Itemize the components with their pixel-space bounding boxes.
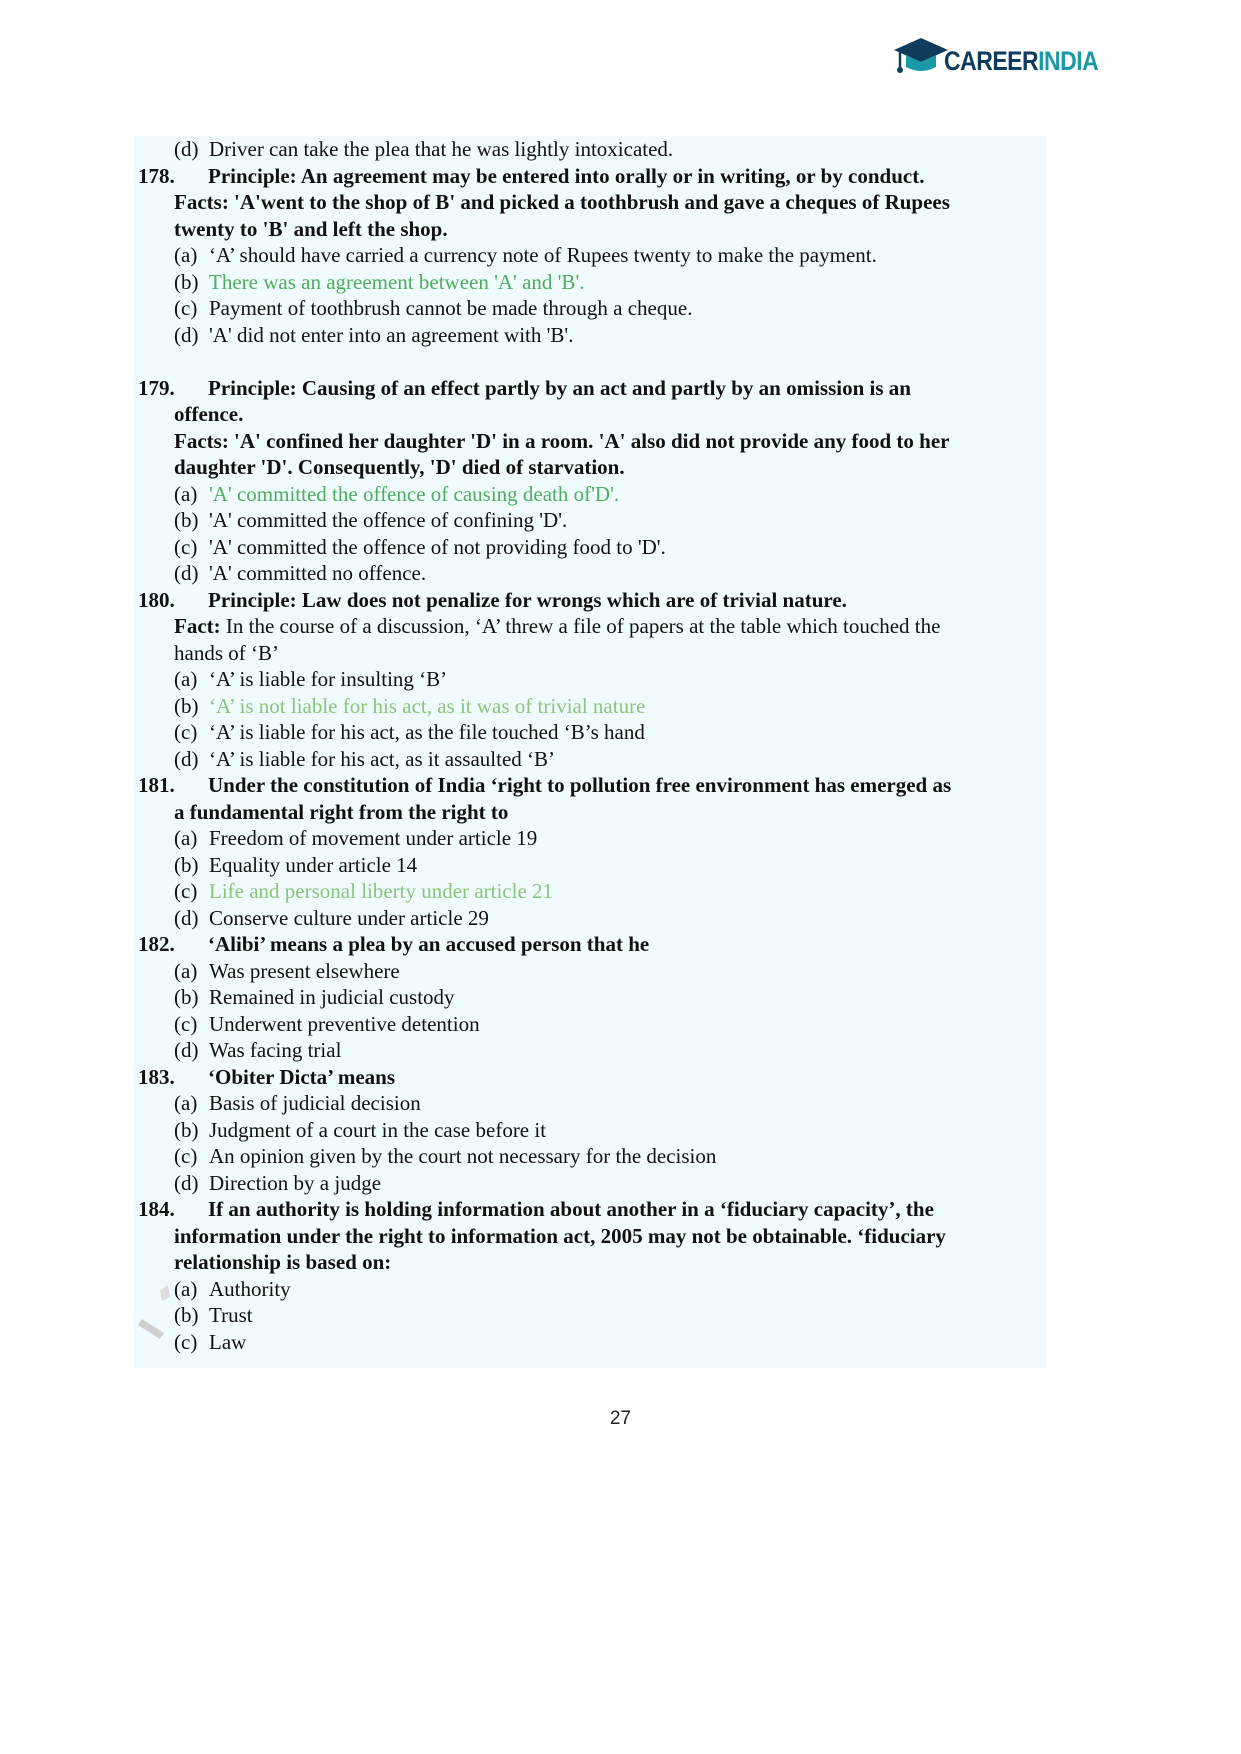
correct-answer-text: Life and personal liberty under article 21 [209,879,554,903]
option-text: Basis of judicial decision [209,1091,421,1115]
option-letter: (a) [174,667,198,691]
option-letter: (a) [174,1276,198,1301]
question-178-option-a [138,242,1042,269]
option-letter: (d) [174,561,199,585]
option-text: ‘A’ is liable for his act, as it assaulted ‘B’ [209,746,556,771]
option-letter: (a) [174,481,198,506]
question-178-facts-cont: twenty to 'B' and left the shop. [174,216,448,241]
option-letter: (b) [174,852,199,877]
option-text: 'A' did not enter into an agreement with 'B'. [209,322,574,347]
question-text: Under the constitution of India ‘right to pollution free environment has emerged as [208,773,952,797]
correct-answer-text: There was an agreement between 'A' and 'B'. [209,269,585,294]
question-principle: Principle: Law does not penalize for wrongs which are of trivial nature. [208,587,847,612]
option-letter: (b) [174,508,199,532]
question-178-option-c [138,295,1042,322]
question-180-option-c [138,719,1042,746]
question-183-option-c [138,1143,1042,1170]
option-letter: (b) [174,985,199,1009]
option-letter: (c) [174,296,198,320]
option-letter: (b) [174,1117,199,1142]
question-number: 178. [138,163,175,188]
question-180-option-b [138,693,1042,720]
graduation-cap-icon [892,34,950,82]
question-178-heading [138,163,1042,190]
question-181-option-b [138,852,1042,879]
question-principle: Principle: Causing of an effect partly by an act and partly by an omission is an [208,375,911,400]
option-text: Was present elsewhere [209,958,400,983]
question-179-heading [138,375,1042,402]
option-letter: (d) [174,137,199,161]
question-179-facts-cont: daughter 'D'. Consequently, 'D' died of starvation. [174,455,625,479]
fact-label: Fact: [174,614,221,638]
question-number: 183. [138,1064,175,1089]
option-text: Equality under article 14 [209,852,418,877]
question-text: ‘Obiter Dicta’ means [208,1064,396,1089]
option-letter: (b) [174,269,199,294]
question-181-option-d [138,905,1042,932]
question-181-option-a [138,825,1042,852]
option-text: Judgment of a court in the case before it [209,1117,547,1142]
question-182-heading [138,931,1042,958]
question-184-text-cont: information under the right to information act, 2005 may not be obtainable. ‘fiduciary [174,1223,946,1248]
question-number: 184. [138,1197,175,1221]
option-text: Was facing trial [209,1038,342,1062]
option-letter: (a) [174,826,198,850]
question-178-option-d [138,322,1042,349]
question-180-heading [138,587,1042,614]
question-184-option-c [138,1329,1042,1356]
page-number: 27 [609,1408,632,1429]
logo-text-india: INDIA [1038,45,1099,76]
question-180-option-d [138,746,1042,773]
option-letter: (d) [174,746,199,771]
question-180-fact [138,613,1042,640]
option-letter: (c) [174,1144,198,1168]
question-180-fact-cont: hands of ‘B’ [174,640,279,665]
option-text: An opinion given by the court not necessary for the decision [209,1144,717,1168]
option-letter: (c) [174,720,198,744]
option-letter: (c) [174,1011,198,1036]
option-text: ‘A’ is liable for insulting ‘B’ [209,667,448,691]
option-letter: (a) [174,1091,198,1115]
question-181-option-c [138,878,1042,905]
intro-option-d [138,136,1042,163]
option-text: Remained in judicial custody [209,985,455,1009]
option-letter: (a) [174,958,198,983]
question-183-option-b [138,1117,1042,1144]
fact-text: In the course of a discussion, ‘A’ threw a file of papers at the table which touched the [220,614,941,638]
option-text: Conserve culture under article 29 [209,905,489,930]
question-182-option-d [138,1037,1042,1064]
question-179-facts: Facts: 'A' confined her daughter 'D' in a room. 'A' also did not provide any food to her [174,428,950,453]
question-179-option-d [138,560,1042,587]
question-183-heading [138,1064,1042,1091]
question-181-heading [138,772,1042,799]
question-179-principle-cont: offence. [174,402,244,426]
option-letter: (d) [174,1170,199,1195]
question-184-option-a [138,1276,1042,1303]
question-182-option-c [138,1011,1042,1038]
question-number: 179. [138,375,175,400]
question-text: ‘Alibi’ means a plea by an accused person that he [208,932,650,956]
option-letter: (c) [174,879,198,903]
option-text: Direction by a judge [209,1170,382,1195]
option-letter: (d) [174,1038,199,1062]
question-184-text-cont2: relationship is based on: [174,1250,392,1274]
logo-wordmark [944,45,1098,76]
question-183-option-d [138,1170,1042,1197]
question-184-heading [138,1196,1042,1223]
question-number: 181. [138,773,175,797]
option-text: ‘A’ should have carried a currency note of Rupees twenty to make the payment. [209,243,877,267]
option-letter: (b) [174,693,199,718]
option-text: Payment of toothbrush cannot be made through a cheque. [209,296,693,320]
question-182-option-b [138,984,1042,1011]
careerindia-logo [892,34,1099,82]
question-178-facts: Facts: 'A'went to the shop of B' and picked a toothbrush and gave a cheques of Rupees [174,190,950,214]
option-letter: (d) [174,322,199,347]
logo-text-career: CAREER [944,45,1039,76]
option-text: Trust [209,1303,253,1327]
option-text: Law [209,1329,247,1354]
option-letter: (c) [174,534,198,559]
option-text: Driver can take the plea that he was lightly intoxicated. [209,137,674,161]
option-letter: (c) [174,1329,198,1354]
option-text: 'A' committed the offence of not providing food to 'D'. [209,534,666,559]
question-181-text-cont: a fundamental right from the right to [174,799,509,824]
question-183-option-a [138,1090,1042,1117]
question-179-option-c [138,534,1042,561]
question-principle: Principle: An agreement may be entered into orally or in writing, or by conduct. [208,163,925,188]
option-text: 'A' committed no offence. [209,561,427,585]
option-text: Underwent preventive detention [209,1011,480,1036]
correct-answer-text: 'A' committed the offence of causing death of'D'. [209,481,620,506]
question-182-option-a [138,958,1042,985]
question-content [138,136,1042,1355]
option-letter: (b) [174,1303,199,1327]
option-text: 'A' committed the offence of confining 'D'. [209,508,568,532]
option-text: Authority [209,1276,291,1301]
question-number: 182. [138,932,175,956]
option-text: Freedom of movement under article 19 [209,826,538,850]
option-text: ‘A’ is liable for his act, as the file touched ‘B’s hand [209,720,645,744]
question-179-option-a [138,481,1042,508]
question-178-option-b [138,269,1042,296]
option-letter: (d) [174,905,199,930]
question-text: If an authority is holding information about another in a ‘fiduciary capacity’, the [208,1197,934,1221]
option-letter: (a) [174,243,198,267]
question-179-option-b [138,507,1042,534]
question-180-option-a [138,666,1042,693]
spacer [138,348,1042,375]
question-184-option-b [138,1302,1042,1329]
correct-answer-text: ‘A’ is not liable for his act, as it was of trivial nature [209,693,646,718]
question-number: 180. [138,587,175,612]
